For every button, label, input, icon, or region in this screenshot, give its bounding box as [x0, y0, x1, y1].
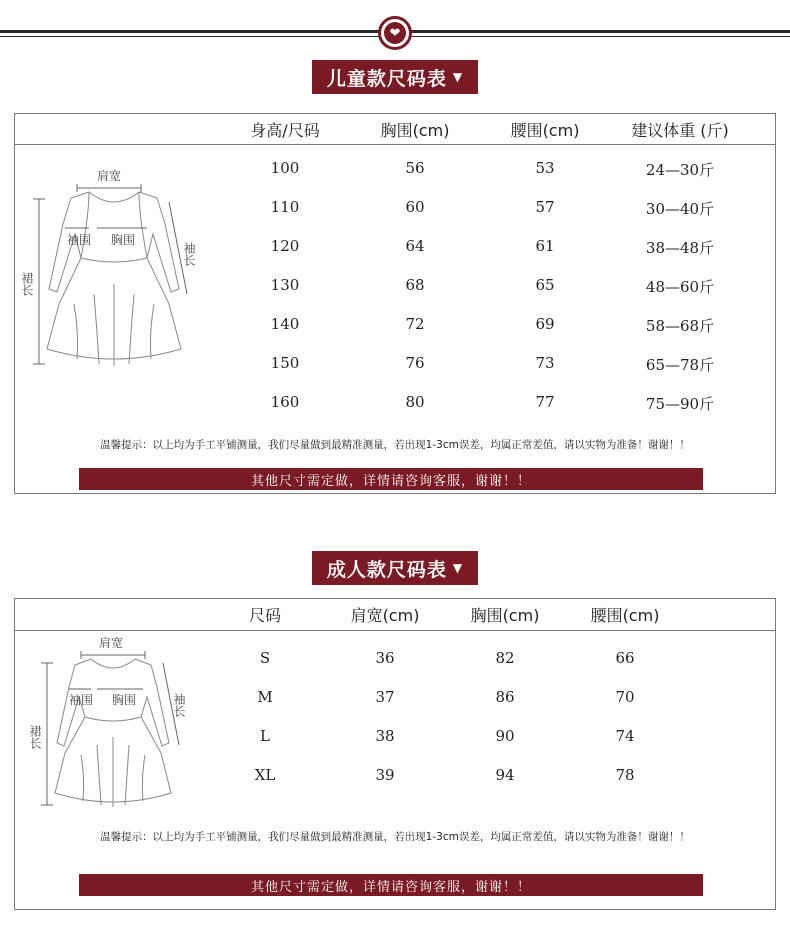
kids-table-cell: 30—40斤: [645, 200, 715, 218]
adult-header-cell: 腰围(cm): [590, 606, 660, 625]
adult-table-cell: 74: [615, 727, 635, 745]
kids-table-cell: 48—60斤: [645, 278, 715, 296]
adult-table-cell: 38: [375, 727, 395, 745]
kids-size-table: [14, 113, 776, 494]
adult-size-title: [312, 551, 478, 585]
kids-header-cell: 胸围(cm): [380, 120, 450, 140]
heart-badge-icon: ❤: [378, 16, 412, 50]
adult-table-cell: 37: [375, 688, 395, 706]
adult-table-cell: M: [257, 688, 273, 706]
adult-custom-bar: 其他尺寸需定做，详情请咨询客服，谢谢！！: [79, 874, 703, 896]
kids-table-cell: 57: [535, 198, 555, 216]
chest-label: 胸围: [110, 233, 136, 247]
kids-table-cell: 72: [405, 315, 425, 333]
adult-table-cell: 82: [495, 649, 515, 667]
kids-table-cell: 56: [405, 159, 425, 177]
adult-table-cell: 36: [375, 649, 395, 667]
kids-table-cell: 60: [405, 198, 425, 216]
adult-table-cell: 39: [375, 766, 395, 784]
adult-table-cell: 78: [615, 766, 635, 784]
kids-dress-diagram: [19, 154, 209, 374]
kids-table-cell: 130: [270, 276, 300, 294]
skirt-length-label: 裙长: [20, 272, 34, 296]
kids-table-cell: 38—48斤: [645, 239, 715, 257]
kids-table-cell: 58—68斤: [645, 317, 715, 335]
sleeve-girth-label: 袖围: [66, 233, 92, 247]
kids-table-cell: 53: [535, 159, 555, 177]
kids-title-text: 儿童款尺码表: [326, 67, 447, 90]
kids-table-cell: 150: [270, 354, 300, 372]
adult-table-cell: S: [259, 649, 271, 667]
skirt-length-label: 裙长: [28, 725, 42, 749]
kids-header-row: [15, 114, 775, 145]
kids-table-cell: 76: [405, 354, 425, 372]
shoulder-label: 肩宽: [98, 636, 124, 650]
adult-table-cell: 66: [615, 649, 635, 667]
sleeve-length-label: 袖长: [172, 693, 186, 717]
kids-table-cell: 120: [270, 237, 300, 255]
kids-table-cell: 140: [270, 315, 300, 333]
triangle-down-icon: ▼: [452, 561, 464, 575]
adult-table-cell: 86: [495, 688, 515, 706]
kids-custom-bar: 其他尺寸需定做，详情请咨询客服，谢谢！！: [79, 468, 703, 490]
adult-table-cell: XL: [254, 766, 276, 784]
adult-dress-diagram: [28, 633, 201, 813]
kids-table-cell: 75—90斤: [645, 395, 715, 413]
adult-table-cell: L: [260, 727, 270, 745]
kids-table-cell: 160: [270, 393, 300, 411]
kids-table-cell: 61: [535, 237, 555, 255]
kids-table-cell: 110: [270, 198, 300, 216]
adult-header-cell: 肩宽(cm): [350, 606, 420, 625]
adult-table-cell: 94: [495, 766, 515, 784]
adult-header-row: [15, 599, 775, 631]
adult-table-cell: 90: [495, 727, 515, 745]
chest-label: 胸围: [111, 693, 137, 707]
kids-table-cell: 64: [405, 237, 425, 255]
kids-table-cell: 77: [535, 393, 555, 411]
kids-table-cell: 65: [535, 276, 555, 294]
adult-header-cell: 胸围(cm): [470, 606, 540, 625]
kids-header-cell: 身高/尺码: [250, 120, 320, 140]
kids-table-cell: 24—30斤: [645, 161, 715, 179]
adult-warm-tip: 温馨提示：以上均为手工平铺测量，我们尽量做到最精准测量，若出现1-3cm误差，均属正常差值，请以实物为准备！谢谢！！: [100, 831, 690, 843]
triangle-down-icon: ▼: [452, 70, 464, 84]
kids-size-title: [312, 60, 478, 94]
adult-table-cell: 70: [615, 688, 635, 706]
kids-table-cell: 80: [405, 393, 425, 411]
sleeve-girth-label: 袖围: [68, 693, 94, 707]
kids-header-cell: 建议体重 (斤): [631, 120, 729, 140]
adult-size-table: [14, 598, 776, 910]
shoulder-label: 肩宽: [96, 169, 122, 183]
kids-header-cell: 腰围(cm): [510, 120, 580, 140]
adult-header-cell: 尺码: [248, 606, 281, 625]
kids-table-cell: 100: [270, 159, 300, 177]
kids-warm-tip: 温馨提示：以上均为手工平铺测量，我们尽量做到最精准测量，若出现1-3cm误差，均属正常差值，请以实物为准备！谢谢！！: [100, 439, 690, 451]
kids-table-cell: 73: [535, 354, 555, 372]
kids-table-cell: 69: [535, 315, 555, 333]
adult-title-text: 成人款尺码表: [326, 558, 447, 581]
kids-table-cell: 68: [405, 276, 425, 294]
kids-table-cell: 65—78斤: [645, 356, 715, 374]
sleeve-length-label: 袖长: [182, 242, 196, 266]
